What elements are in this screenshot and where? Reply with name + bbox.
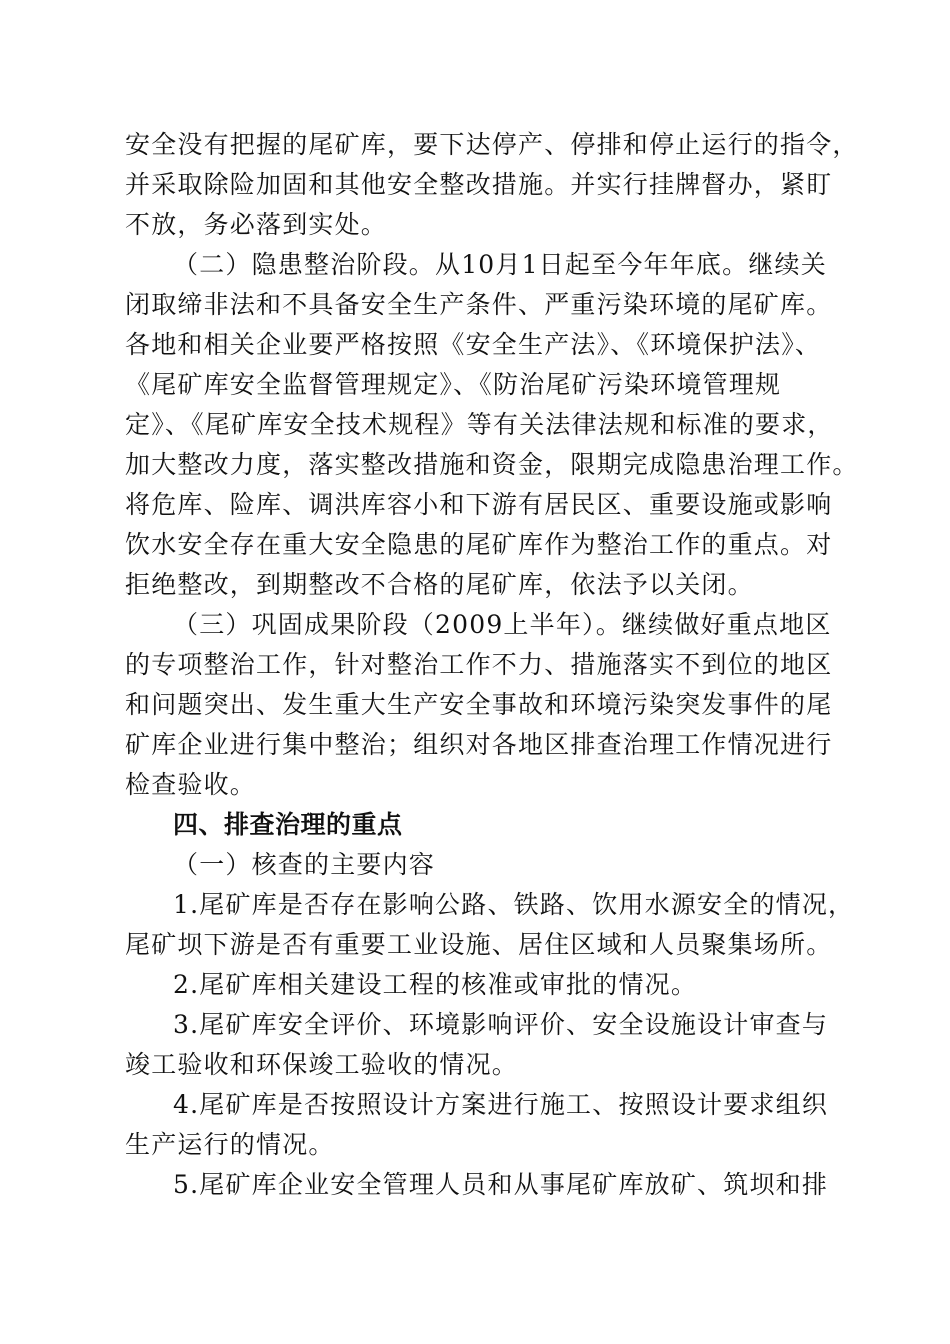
text-line: 并采取除险加固和其他安全整改措施。并实行挂牌督办，紧盯 xyxy=(125,170,833,199)
text-line: 尾矿坝下游是否有重要工业设施、居住区域和人员聚集场所。 xyxy=(125,930,833,959)
text-line: 定》、《尾矿库安全技术规程》等有关法律法规和标准的要求， xyxy=(125,410,834,439)
text-line: 将危库、险库、调洪库容小和下游有居民区、重要设施或影响 xyxy=(125,490,833,519)
text-line: 加大整改力度，落实整改措施和资金，限期完成隐患治理工作。 xyxy=(125,450,859,479)
text-line: 不放，务必落到实处。 xyxy=(125,210,388,239)
text-line: 的专项整治工作，针对整治工作不力、措施落实不到位的地区 xyxy=(125,650,833,679)
text-line: 闭取缔非法和不具备安全生产条件、严重污染环境的尾矿库。 xyxy=(125,290,833,319)
text-line: 和问题突出、发生重大生产安全事故和环境污染突发事件的尾 xyxy=(125,690,833,719)
section-heading: 四、排查治理的重点 xyxy=(173,810,403,839)
text-line: 检查验收。 xyxy=(125,770,257,799)
list-item-3: 3.尾矿库安全评价、环境影响评价、安全设施设计审查与 xyxy=(173,1010,829,1039)
text-line: 竣工验收和环保竣工验收的情况。 xyxy=(125,1050,519,1079)
text-line: 饮水安全存在重大安全隐患的尾矿库作为整治工作的重点。对 xyxy=(125,530,833,559)
list-item-1: 1.尾矿库是否存在影响公路、铁路、饮用水源安全的情况， xyxy=(173,890,855,919)
paragraph-first-line: （三）巩固成果阶段（2009上半年）。继续做好重点地区 xyxy=(173,610,832,639)
paragraph-first-line: （二）隐患整治阶段。从10月1日起至今年年底。继续关 xyxy=(173,250,827,279)
subsection-heading: （一）核查的主要内容 xyxy=(173,850,436,879)
list-item-4: 4.尾矿库是否按照设计方案进行施工、按照设计要求组织 xyxy=(173,1090,829,1119)
list-item-2: 2.尾矿库相关建设工程的核准或审批的情况。 xyxy=(173,970,698,999)
text-line: 拒绝整改，到期整改不合格的尾矿库，依法予以关闭。 xyxy=(125,570,754,599)
list-item-5: 5.尾矿库企业安全管理人员和从事尾矿库放矿、筑坝和排 xyxy=(173,1170,829,1199)
text-line: 矿库企业进行集中整治；组织对各地区排查治理工作情况进行 xyxy=(125,730,833,759)
text-line: 安全没有把握的尾矿库，要下达停产、停排和停止运行的指令， xyxy=(125,130,859,159)
text-line: 各地和相关企业要严格按照《安全生产法》、《环境保护法》、 xyxy=(125,330,822,359)
text-line: 《尾矿库安全监督管理规定》、《防治尾矿污染环境管理规 xyxy=(125,370,782,399)
text-line: 生产运行的情况。 xyxy=(125,1130,335,1159)
